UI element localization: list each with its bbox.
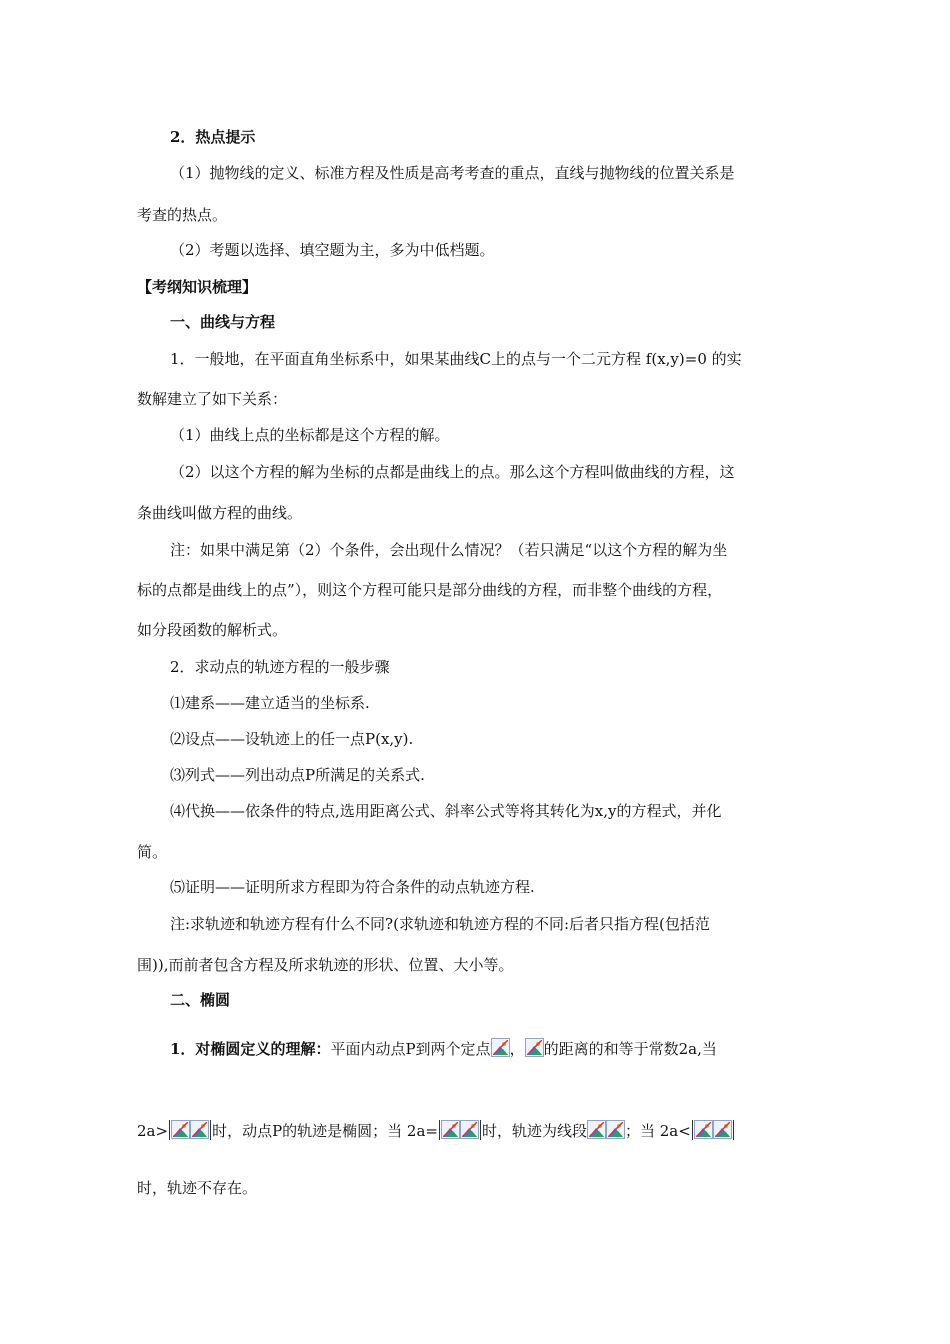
cond1-prefix: 2a> — [137, 1122, 169, 1140]
s1-item2-line1: （2）以这个方程的解为坐标的点都是曲线上的点。那么这个方程叫做曲线的方程，这 — [170, 463, 735, 481]
step-4-line2: 简。 — [137, 843, 168, 861]
abs-bar — [733, 1120, 734, 1140]
formula-image-icon — [525, 1038, 544, 1057]
note1-line2: 标的点都是曲线上的点”），则这个方程可能只是部分曲线的方程，而非整个曲线的方程， — [137, 581, 723, 599]
formula-image-icon — [190, 1120, 209, 1139]
note2-line1: 注:求轨迹和轨迹方程有什么不同?(求轨迹和轨迹方程的不同:后者只指方程(包括范 — [170, 915, 710, 933]
hotspot-heading: 2．热点提示 — [170, 128, 256, 146]
ellipse-definition-line — [170, 1038, 717, 1059]
s1-item1: （1）曲线上点的坐标都是这个方程的解。 — [170, 426, 450, 444]
formula-image-icon — [491, 1038, 510, 1057]
ellipse-text2: 的距离的和等于常数2a,当 — [543, 1040, 717, 1058]
step-1: ⑴建系——建立适当的坐标系. — [170, 694, 370, 712]
formula-image-icon — [441, 1120, 460, 1139]
abs-bar — [439, 1120, 440, 1140]
formula-image-icon — [694, 1120, 713, 1139]
step-3: ⑶列式——列出动点P所满足的关系式. — [170, 766, 425, 784]
s1-item2-line2: 条曲线叫做方程的曲线。 — [137, 504, 303, 522]
formula-image-icon — [171, 1120, 190, 1139]
formula-image-icon — [606, 1120, 625, 1139]
hotspot-p1-line1: （1）抛物线的定义、标准方程及性质是高考考查的重点，直线与抛物线的位置关系是 — [170, 164, 735, 182]
ellipse-comma: ， — [509, 1040, 525, 1058]
step-4-line1: ⑷代换——依条件的特点,选用距离公式、斜率公式等将其转化为x,y的方程式，并化 — [170, 802, 722, 820]
note1-line3: 如分段函数的解析式。 — [137, 621, 288, 639]
abs-bar — [692, 1120, 693, 1140]
ellipse-last-line: 时，轨迹不存在。 — [137, 1179, 258, 1197]
note2-line2: 围)),而前者包含方程及所求轨迹的形状、位置、大小等。 — [137, 956, 514, 974]
abs-bar — [169, 1120, 170, 1140]
s1-p1-line2: 数解建立了如下关系： — [137, 390, 288, 408]
abs-bar — [210, 1120, 211, 1140]
cond3-text: ；当 2a< — [625, 1122, 691, 1140]
cond1-text: 时，动点P的轨迹是椭圆；当 2a= — [212, 1122, 438, 1140]
ellipse-conditions-line — [137, 1120, 735, 1141]
formula-image-icon — [587, 1120, 606, 1139]
steps-title: 2．求动点的轨迹方程的一般步骤 — [170, 658, 390, 676]
section1-heading: 一、曲线与方程 — [170, 313, 276, 331]
section2-heading: 二、椭圆 — [170, 991, 231, 1009]
step-5: ⑸证明——证明所求方程即为符合条件的动点轨迹方程. — [170, 878, 535, 896]
note1-line1: 注：如果中满足第（2）个条件，会出现什么情况？（若只满足“以这个方程的解为坐 — [170, 541, 728, 559]
ellipse-label: 1．对椭圆定义的理解： — [170, 1040, 331, 1058]
formula-image-icon — [713, 1120, 732, 1139]
formula-image-icon — [460, 1120, 479, 1139]
abs-bar — [480, 1120, 481, 1140]
step-2: ⑵设点——设轨迹上的任一点P(x,y). — [170, 730, 414, 748]
ellipse-text1: 平面内动点P到两个定点 — [330, 1040, 491, 1058]
hotspot-p1-line2: 考查的热点。 — [137, 206, 228, 224]
outline-title: 【考纲知识梳理】 — [137, 278, 258, 296]
hotspot-p2: （2）考题以选择、填空题为主，多为中低档题。 — [170, 241, 495, 259]
cond2-text: 时，轨迹为线段 — [481, 1122, 587, 1140]
s1-p1-line1: 1．一般地，在平面直角坐标系中，如果某曲线C上的点与一个二元方程 f(x,y)=0 的实 — [170, 350, 742, 368]
